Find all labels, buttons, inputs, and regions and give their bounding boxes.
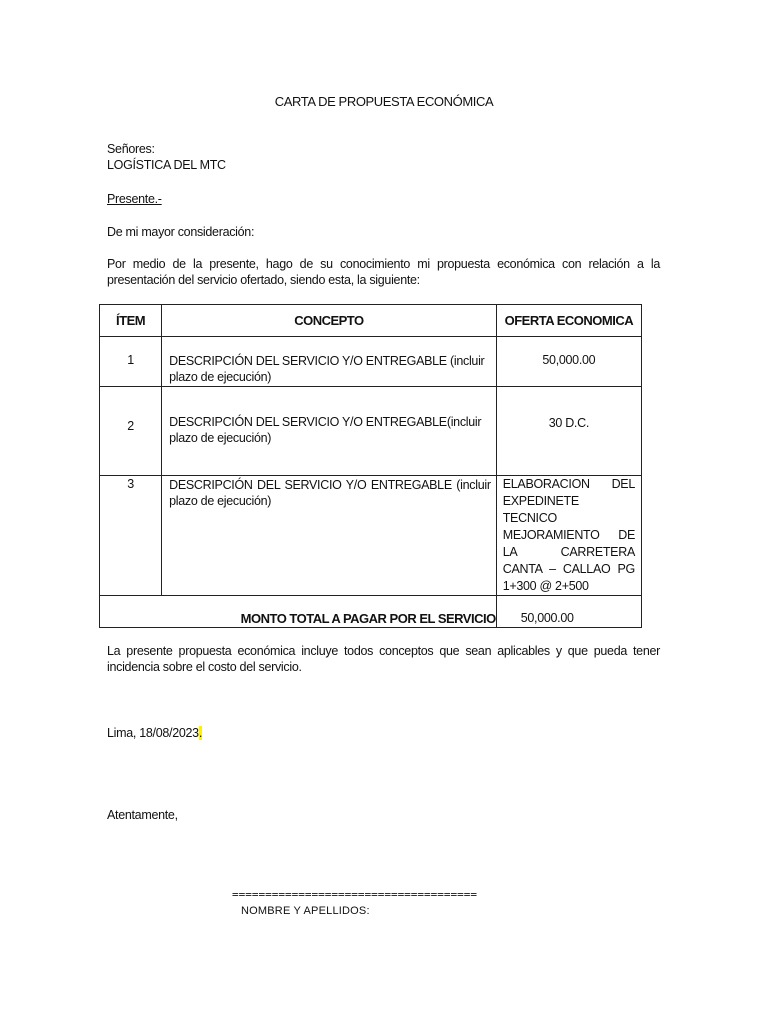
table-row [100,476,642,596]
row-concept-cell [162,476,497,596]
total-label: MONTO TOTAL A PAGAR POR EL SERVICIO [100,596,497,628]
row-concept-cell [162,337,497,387]
recipient: LOGÍSTICA DEL MTC [107,158,226,172]
presente-wrapper [107,191,660,207]
row-concept-cell [162,387,497,476]
greeting: De mi mayor consideración: [107,225,255,239]
table-row [100,337,642,387]
row-item-number: 3 [100,476,162,596]
row-offer: 30 D.C. [496,387,641,476]
place-date-wrapper [107,725,660,741]
table-total-row [100,596,642,628]
document-title: CARTA DE PROPUESTA ECONÓMICA [274,94,494,109]
presente-label: Presente.- [107,192,162,206]
row-concept: DESCRIPCIÓN DEL SERVICIO Y/O ENTREGABLE(incluir plazo de ejecución) [169,415,482,445]
row-concept: DESCRIPCIÓN DEL SERVICIO Y/O ENTREGABLE (incluir plazo de ejecución) [169,354,485,384]
row-concept: DESCRIPCIÓN DEL SERVICIO Y/O ENTREGABLE (incluir plazo de ejecución) [169,478,491,508]
closing-note: La presente propuesta económica incluye todos conceptos que sean aplicables y que pueda tener incidencia sobre el costo del servicio. [107,644,660,674]
row-offer: ELABORACION DEL EXPEDINETE TECNICO MEJORAMIENTO DE LA CARRETERA CANTA – CALLAO PG 1+300 @ 2+500 [502,477,635,593]
signature-name: NOMBRE Y APELLIDOS: [241,905,370,917]
header-item: ÍTEM [100,305,162,337]
row-offer-cell [496,476,641,596]
highlight-mark: . [198,726,202,740]
signature-line: ===================================== [232,888,478,901]
header-offer: OFERTA ECONOMICA [496,305,641,337]
table-row [100,387,642,476]
table-header-row [100,305,642,337]
total-value: 50,000.00 [496,596,641,628]
header-concept: CONCEPTO [162,305,497,337]
row-offer: 50,000.00 [496,337,641,387]
row-item-number: 2 [100,387,162,476]
salutation: Señores: [107,142,155,156]
row-item-number: 1 [100,337,162,387]
place-date: Lima, 18/08/2023 [107,726,199,740]
farewell: Atentamente, [107,808,178,822]
intro-paragraph: Por medio de la presente, hago de su conocimiento mi propuesta económica con relación a la presentación del servicio ofertado, siendo esta, la siguiente: [107,257,660,287]
offer-table [99,304,642,628]
